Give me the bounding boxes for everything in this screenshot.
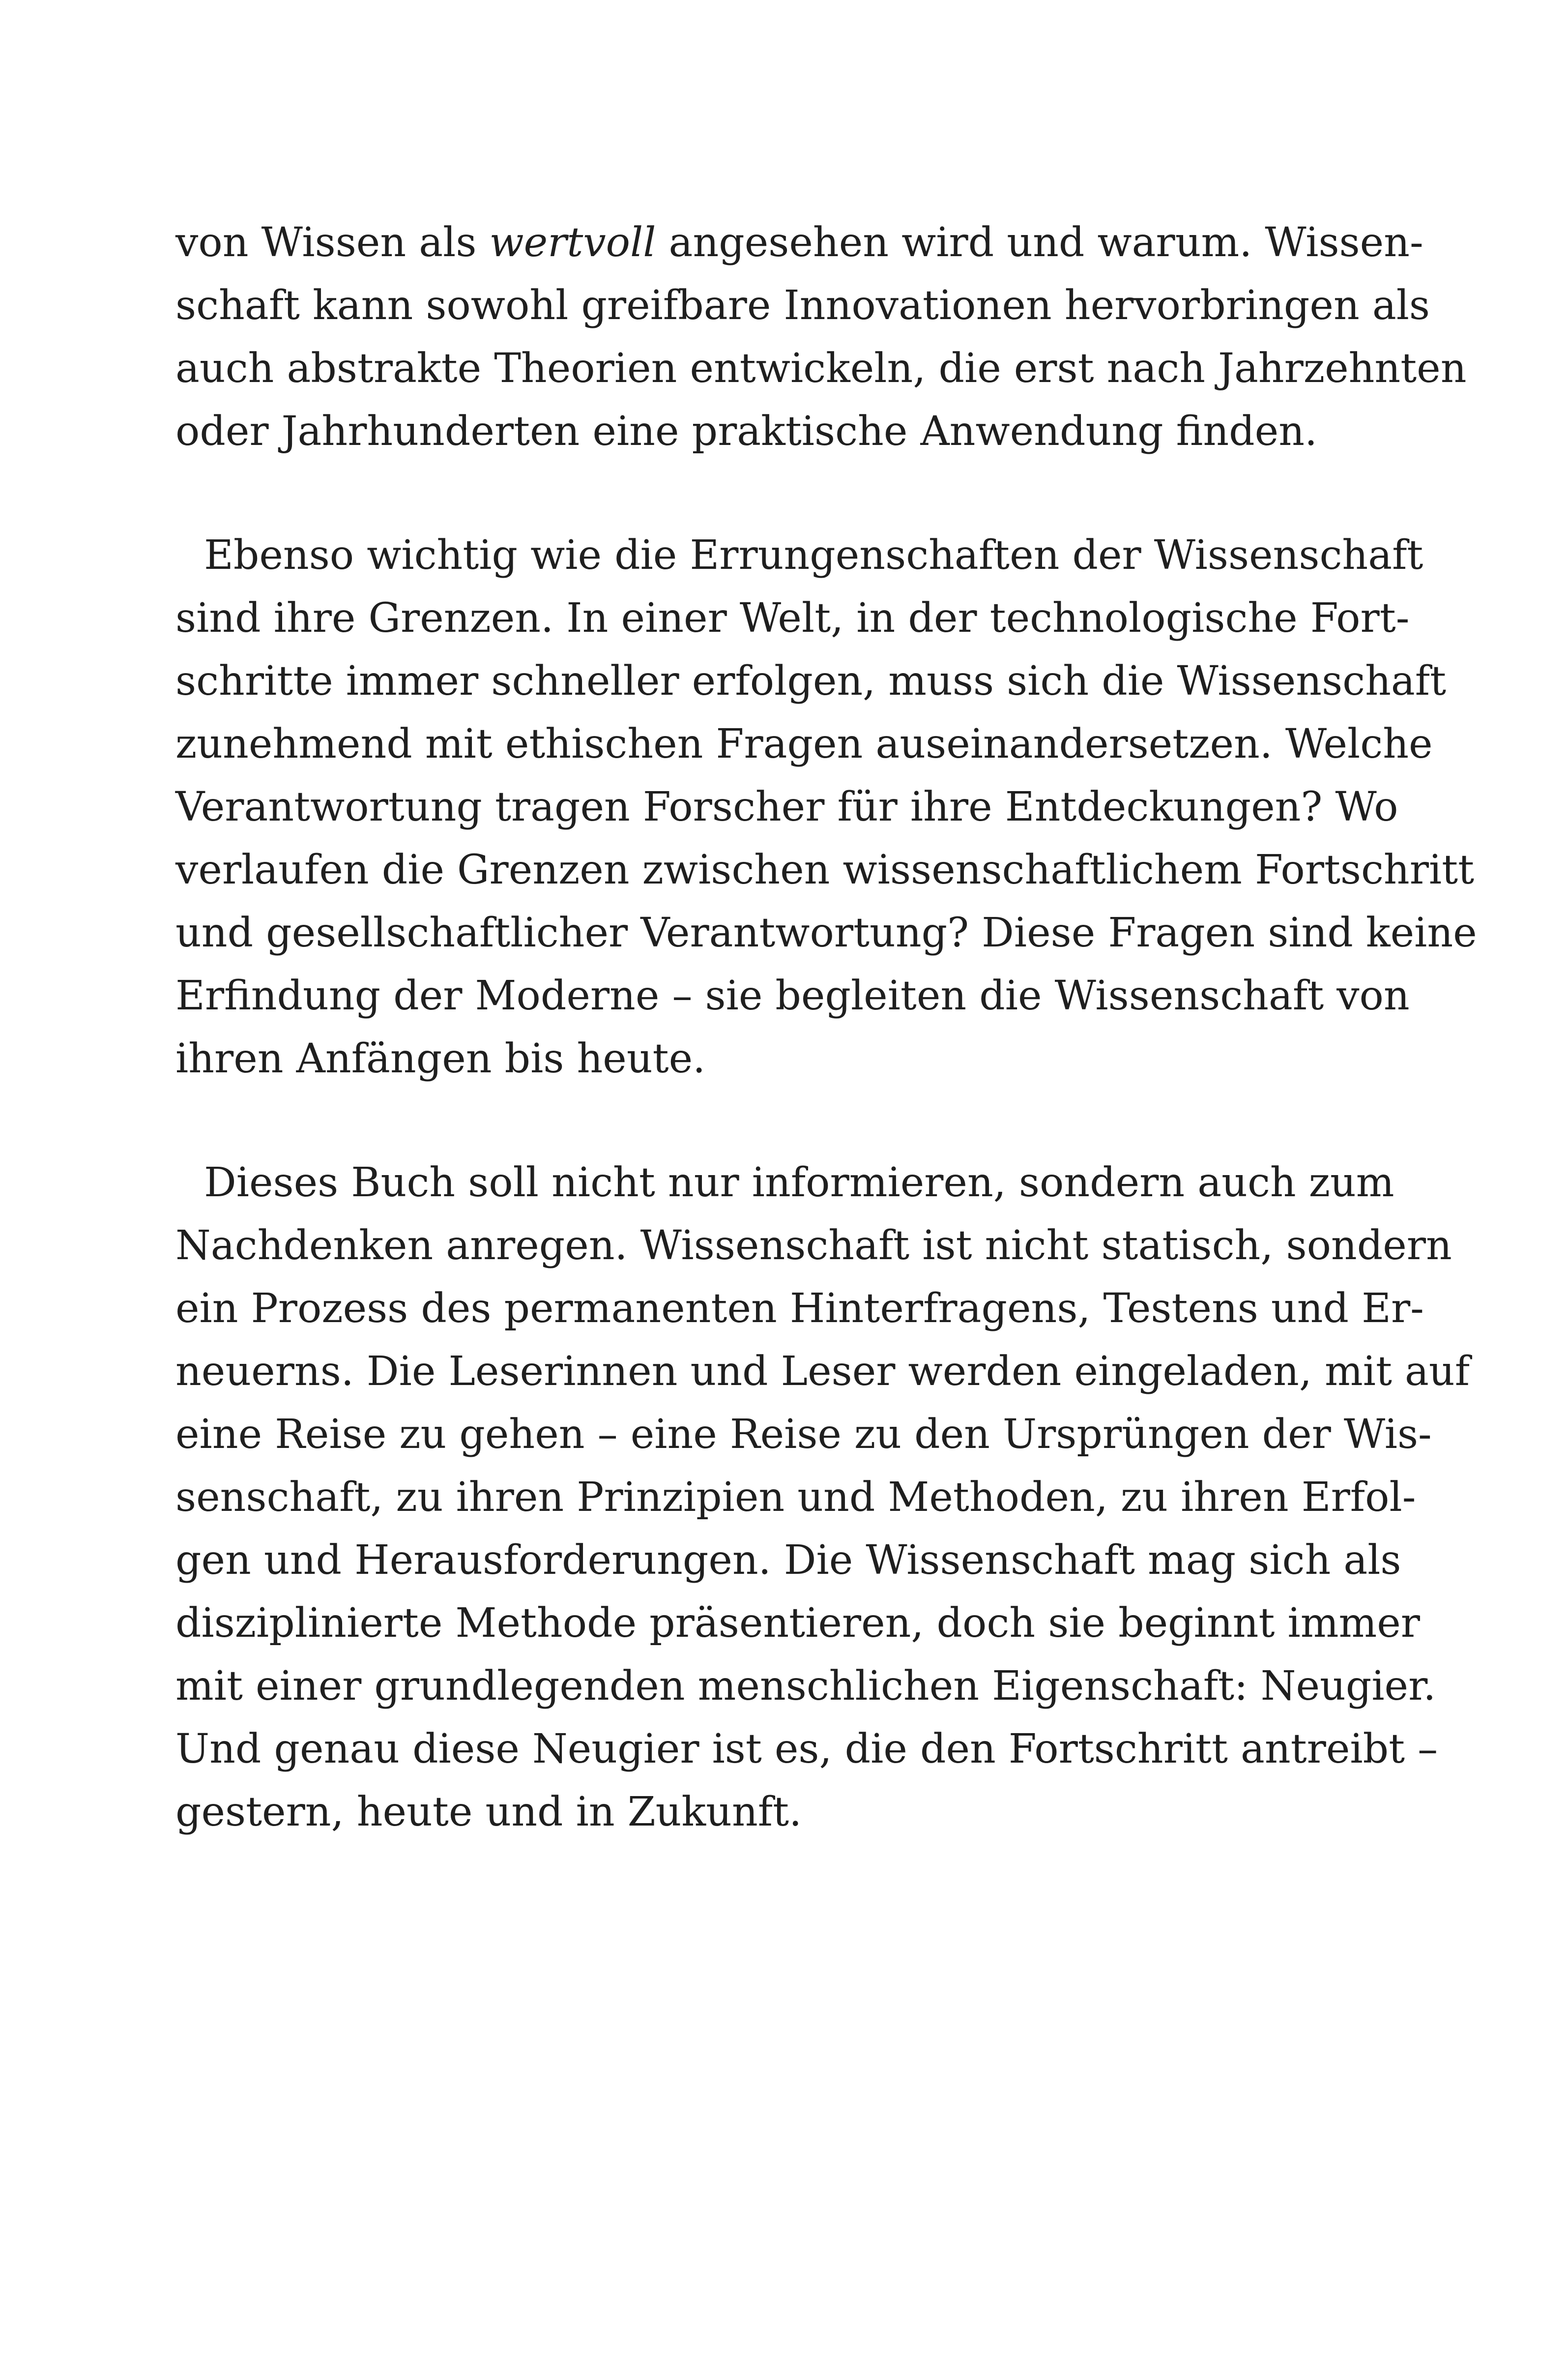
emphasized-word: wertvoll	[489, 219, 656, 266]
paragraph-line: zunehmend mit ethischen Fragen auseinandersetzen. Welche	[175, 721, 1433, 767]
paragraph-line: gen und Herausforderungen. Die Wissenschaft mag sich als	[175, 1537, 1401, 1584]
paragraph-line: schaft kann sowohl greifbare Innovationen hervorbringen als	[175, 282, 1430, 329]
paragraph-line	[175, 211, 1423, 274]
paragraph-line: neuerns. Die Leserinnen und Leser werden eingeladen, mit auf	[175, 1348, 1470, 1395]
paragraph-gap	[175, 463, 1331, 524]
paragraph-line: und gesellschaftlicher Verantwortung? Diese Fragen sind keine	[175, 910, 1477, 956]
paragraph-line: Dieses Buch soll nicht nur informieren, sondern auch zum	[204, 1159, 1394, 1206]
text-run: angesehen wird und warum. Wissen-	[656, 219, 1423, 266]
paragraph-line: Und genau diese Neugier ist es, die den Fortschritt antreibt –	[175, 1726, 1438, 1772]
paragraph-line: Erfindung der Moderne – sie begleiten die Wissenschaft von	[175, 973, 1410, 1019]
text-run: von Wissen als	[175, 219, 490, 266]
paragraph-line: eine Reise zu gehen – eine Reise zu den Ursprüngen der Wis-	[175, 1411, 1432, 1458]
paragraph-line: schritte immer schneller erfolgen, muss sich die Wissenschaft	[175, 658, 1447, 705]
paragraph-line: verlaufen die Grenzen zwischen wissenschaftlichem Fortschritt	[175, 847, 1475, 893]
paragraph-line: auch abstrakte Theorien entwickeln, die erst nach Jahrzehnten	[175, 345, 1467, 392]
paragraph-line: senschaft, zu ihren Prinzipien und Methoden, zu ihren Erfol-	[175, 1474, 1416, 1521]
body-text	[175, 211, 1477, 1844]
paragraph-line: gestern, heute und in Zukunft.	[175, 1789, 802, 1835]
paragraph-gap	[175, 1091, 1331, 1151]
paragraph-3	[175, 1151, 1470, 1844]
paragraph-2	[175, 524, 1477, 1091]
paragraph-line: sind ihre Grenzen. In einer Welt, in der technologische Fort-	[175, 595, 1410, 642]
paragraph-line: ihren Anfängen bis heute.	[175, 1035, 706, 1082]
paragraph-line: mit einer grundlegenden menschlichen Eigenschaft: Neugier.	[175, 1663, 1436, 1710]
paragraph-line: Verantwortung tragen Forscher für ihre Entdeckungen? Wo	[175, 784, 1398, 830]
paragraph-line: Nachdenken anregen. Wissenschaft ist nicht statisch, sondern	[175, 1222, 1452, 1269]
paragraph-line: oder Jahrhunderten eine praktische Anwendung finden.	[175, 408, 1318, 455]
paragraph-1	[175, 211, 1467, 463]
paragraph-line: disziplinierte Methode präsentieren, doch sie beginnt immer	[175, 1600, 1420, 1647]
paragraph-line: Ebenso wichtig wie die Errungenschaften der Wissenschaft	[204, 532, 1423, 579]
paragraph-line: ein Prozess des permanenten Hinterfragens, Testens und Er-	[175, 1285, 1424, 1332]
